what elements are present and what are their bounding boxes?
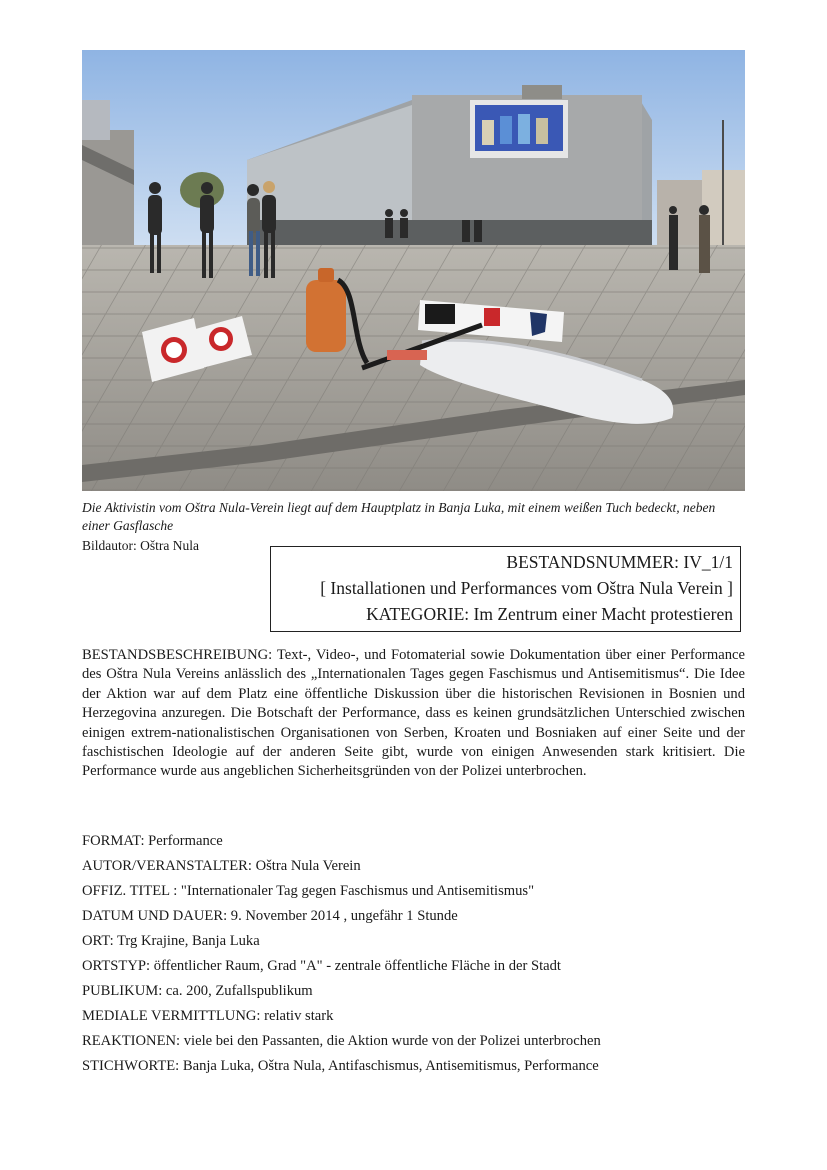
inventory-series: [ Installationen und Performances vom Oštra Nula Verein ] — [320, 578, 733, 598]
field-datum: DATUM UND DAUER: 9. November 2014 , ungefähr 1 Stunde — [82, 908, 458, 924]
photo-caption: Die Aktivistin vom Oštra Nula-Verein liegt auf dem Hauptplatz in Banja Luka, mit einem weißen Tuch bedeckt, neben einer Gasflasche — [82, 500, 716, 533]
field-stichworte: STICHWORTE: Banja Luka, Oštra Nula, Antifaschismus, Antisemitismus, Performance — [82, 1058, 599, 1074]
inventory-number: BESTANDSNUMMER: IV_1/1 — [506, 552, 733, 572]
inventory-description: BESTANDSBESCHREIBUNG: Text-, Video-, und Fotomaterial sowie Dokumentation über einer Performance des Oštra Nula Vereins anlässlich des „Internationalen Tages gegen Faschismus und Antisemitismus“. Die Idee der Aktion war auf dem Platz eine öffentliche Diskussion über die historischen Revisionen in Bosnien und Herzegovina anzuregen. Die Botschaft der Performance, dass es keinen grundsätzlichen Unterschied zwischen einigen extrem-nationalistischen Organisationen von Serben, Kroaten und Bosniaken auf einer Seite und der faschistischen Ideologie auf der anderen Seite gibt, wurde von einigen Anwesenden stark kritisiert. Die Performance wurde aus angeblichen Sicherheitsgründen von der Polizei unterbrochen. — [82, 647, 745, 780]
field-vermittlung: MEDIALE VERMITTLUNG: relativ stark — [82, 1008, 334, 1024]
inventory-info-box — [270, 546, 741, 632]
inventory-category: KATEGORIE: Im Zentrum einer Macht protestieren — [366, 604, 733, 624]
field-ort: ORT: Trg Krajine, Banja Luka — [82, 933, 260, 949]
field-titel: OFFIZ. TITEL : "Internationaler Tag gegen Faschismus und Antisemitismus" — [82, 883, 535, 899]
field-publikum: PUBLIKUM: ca. 200, Zufallspublikum — [82, 983, 313, 999]
photo-credit: Bildautor: Oštra Nula — [82, 538, 199, 553]
field-ortstyp: ORTSTYP: öffentlicher Raum, Grad "A" - zentrale öffentliche Fläche in der Stadt — [82, 958, 561, 974]
field-format: FORMAT: Performance — [82, 833, 223, 849]
field-reaktionen: REAKTIONEN: viele bei den Passanten, die Aktion wurde von der Polizei unterbrochen — [82, 1033, 601, 1049]
metadata-list — [82, 829, 745, 1079]
field-autor: AUTOR/VERANSTALTER: Oštra Nula Verein — [82, 858, 361, 874]
performance-photo — [82, 50, 745, 491]
